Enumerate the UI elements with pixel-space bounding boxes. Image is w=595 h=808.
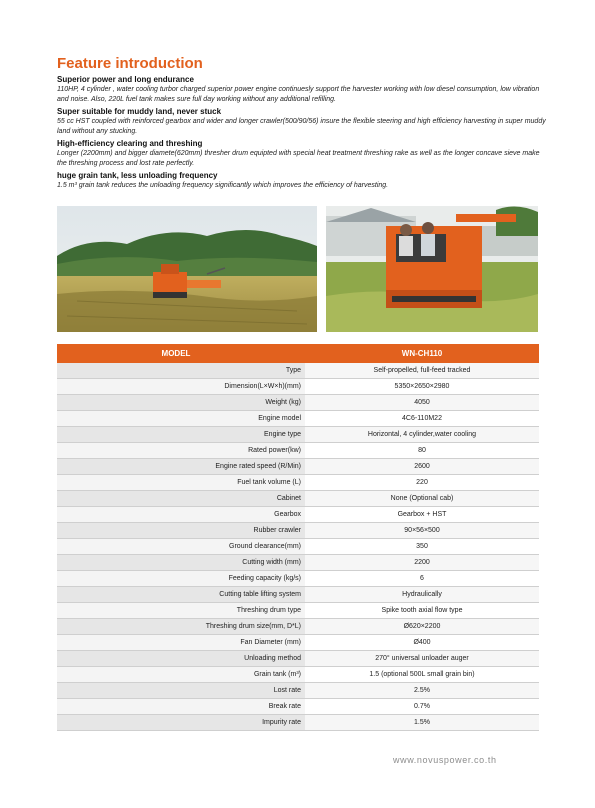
spec-label: Cutting width (mm) — [57, 555, 305, 571]
feature-body: 110HP, 4 cylinder , water cooling turbor charged superior power engine continuesly support the harvester working with low diesel consumption, low vibration and noise. Also, 220L fuel tank makes sure full day working without any additional refilling. — [57, 86, 540, 103]
table-row — [57, 651, 539, 667]
table-row — [57, 443, 539, 459]
feature-body: 55 cc HST coupled with reinforced gearbox and wider and longer crawler(500/90/56) insure the flexible steering and high efficiency harvesting in super muddy land without any stucking. — [57, 118, 546, 135]
table-row — [57, 587, 539, 603]
spec-value: Self-propelled, full-feed tracked — [305, 363, 539, 379]
spec-table — [57, 344, 539, 731]
spec-label: Cutting table lifting system — [57, 587, 305, 603]
feature-heading: huge grain tank, less unloading frequency — [57, 171, 218, 180]
table-row — [57, 699, 539, 715]
spec-value: Gearbox + HST — [305, 507, 539, 523]
spec-label: Threshing drum type — [57, 603, 305, 619]
table-row — [57, 427, 539, 443]
table-row — [57, 555, 539, 571]
spec-label: Fan Diameter (mm) — [57, 635, 305, 651]
spec-label: Ground clearance(mm) — [57, 539, 305, 555]
spec-label: Unloading method — [57, 651, 305, 667]
feature-heading: Super suitable for muddy land, never stuck — [57, 107, 222, 116]
page-title: Feature introduction — [57, 55, 203, 72]
table-row — [57, 363, 539, 379]
spec-label: Engine type — [57, 427, 305, 443]
harvester-with-operators-photo — [326, 206, 538, 332]
table-row — [57, 395, 539, 411]
spec-value: 1.5% — [305, 715, 539, 731]
table-row — [57, 715, 539, 731]
spec-value: 2600 — [305, 459, 539, 475]
harvester-in-field-photo — [57, 206, 317, 332]
feature-heading: High-efficiency clearing and threshing — [57, 139, 203, 148]
spec-label: Threshing drum size(mm, D*L) — [57, 619, 305, 635]
spec-value: Ø400 — [305, 635, 539, 651]
spec-value: 0.7% — [305, 699, 539, 715]
table-row — [57, 603, 539, 619]
spec-value: 90×56×500 — [305, 523, 539, 539]
spec-label: Feeding capacity (kg/s) — [57, 571, 305, 587]
spec-value: Spike tooth axial flow type — [305, 603, 539, 619]
spec-label: Weight (kg) — [57, 395, 305, 411]
table-row — [57, 475, 539, 491]
spec-value: 80 — [305, 443, 539, 459]
table-row — [57, 491, 539, 507]
feature-body: 1.5 m³ grain tank reduces the unloading frequency significantly which improves the efficiency of harvesting. — [57, 182, 389, 189]
spec-value: 4C6-110M22 — [305, 411, 539, 427]
table-row — [57, 411, 539, 427]
spec-value: 5350×2650×2980 — [305, 379, 539, 395]
spec-label: Cabinet — [57, 491, 305, 507]
spec-label: Engine rated speed (R/Min) — [57, 459, 305, 475]
spec-value: 4050 — [305, 395, 539, 411]
spec-label: Rated power(kw) — [57, 443, 305, 459]
spec-label: Type — [57, 363, 305, 379]
spec-label: Fuel tank volume (L) — [57, 475, 305, 491]
spec-label: Rubber crawler — [57, 523, 305, 539]
table-row — [57, 667, 539, 683]
spec-label: Gearbox — [57, 507, 305, 523]
spec-value: Hydraulically — [305, 587, 539, 603]
table-row — [57, 507, 539, 523]
spec-value: 1.5 (optional 500L small grain bin) — [305, 667, 539, 683]
table-row — [57, 635, 539, 651]
spec-label: Grain tank (m³) — [57, 667, 305, 683]
spec-value: Horizontal, 4 cylinder,water cooling — [305, 427, 539, 443]
table-row — [57, 683, 539, 699]
table-row — [57, 539, 539, 555]
spec-value: 2.5% — [305, 683, 539, 699]
table-row — [57, 379, 539, 395]
feature-body: Longer (2200mm) and bigger diamete(620mm) thresher drum equipted with special heat treatment threshing rake as well as the longer concave sieve make the threshing process and lost rate perfectly. — [57, 150, 540, 167]
spec-value: 2200 — [305, 555, 539, 571]
spec-value: None (Optional cab) — [305, 491, 539, 507]
feature-list — [57, 74, 547, 192]
spec-label: Engine model — [57, 411, 305, 427]
spec-label: Break rate — [57, 699, 305, 715]
spec-table-header — [57, 344, 539, 363]
model-value-header: WN-CH110 — [305, 344, 539, 363]
website-url: www.novuspower.co.th — [393, 755, 497, 765]
spec-value: 270° universal unloader auger — [305, 651, 539, 667]
spec-label: Lost rate — [57, 683, 305, 699]
spec-value: 350 — [305, 539, 539, 555]
spec-value: Ø620×2200 — [305, 619, 539, 635]
table-row — [57, 523, 539, 539]
spec-value: 220 — [305, 475, 539, 491]
spec-value: 6 — [305, 571, 539, 587]
table-row — [57, 571, 539, 587]
model-header: MODEL — [57, 344, 305, 363]
spec-label: Dimension(L×W×h)(mm) — [57, 379, 305, 395]
feature-heading: Superior power and long endurance — [57, 75, 194, 84]
table-row — [57, 619, 539, 635]
spec-label: Impurity rate — [57, 715, 305, 731]
table-row — [57, 459, 539, 475]
